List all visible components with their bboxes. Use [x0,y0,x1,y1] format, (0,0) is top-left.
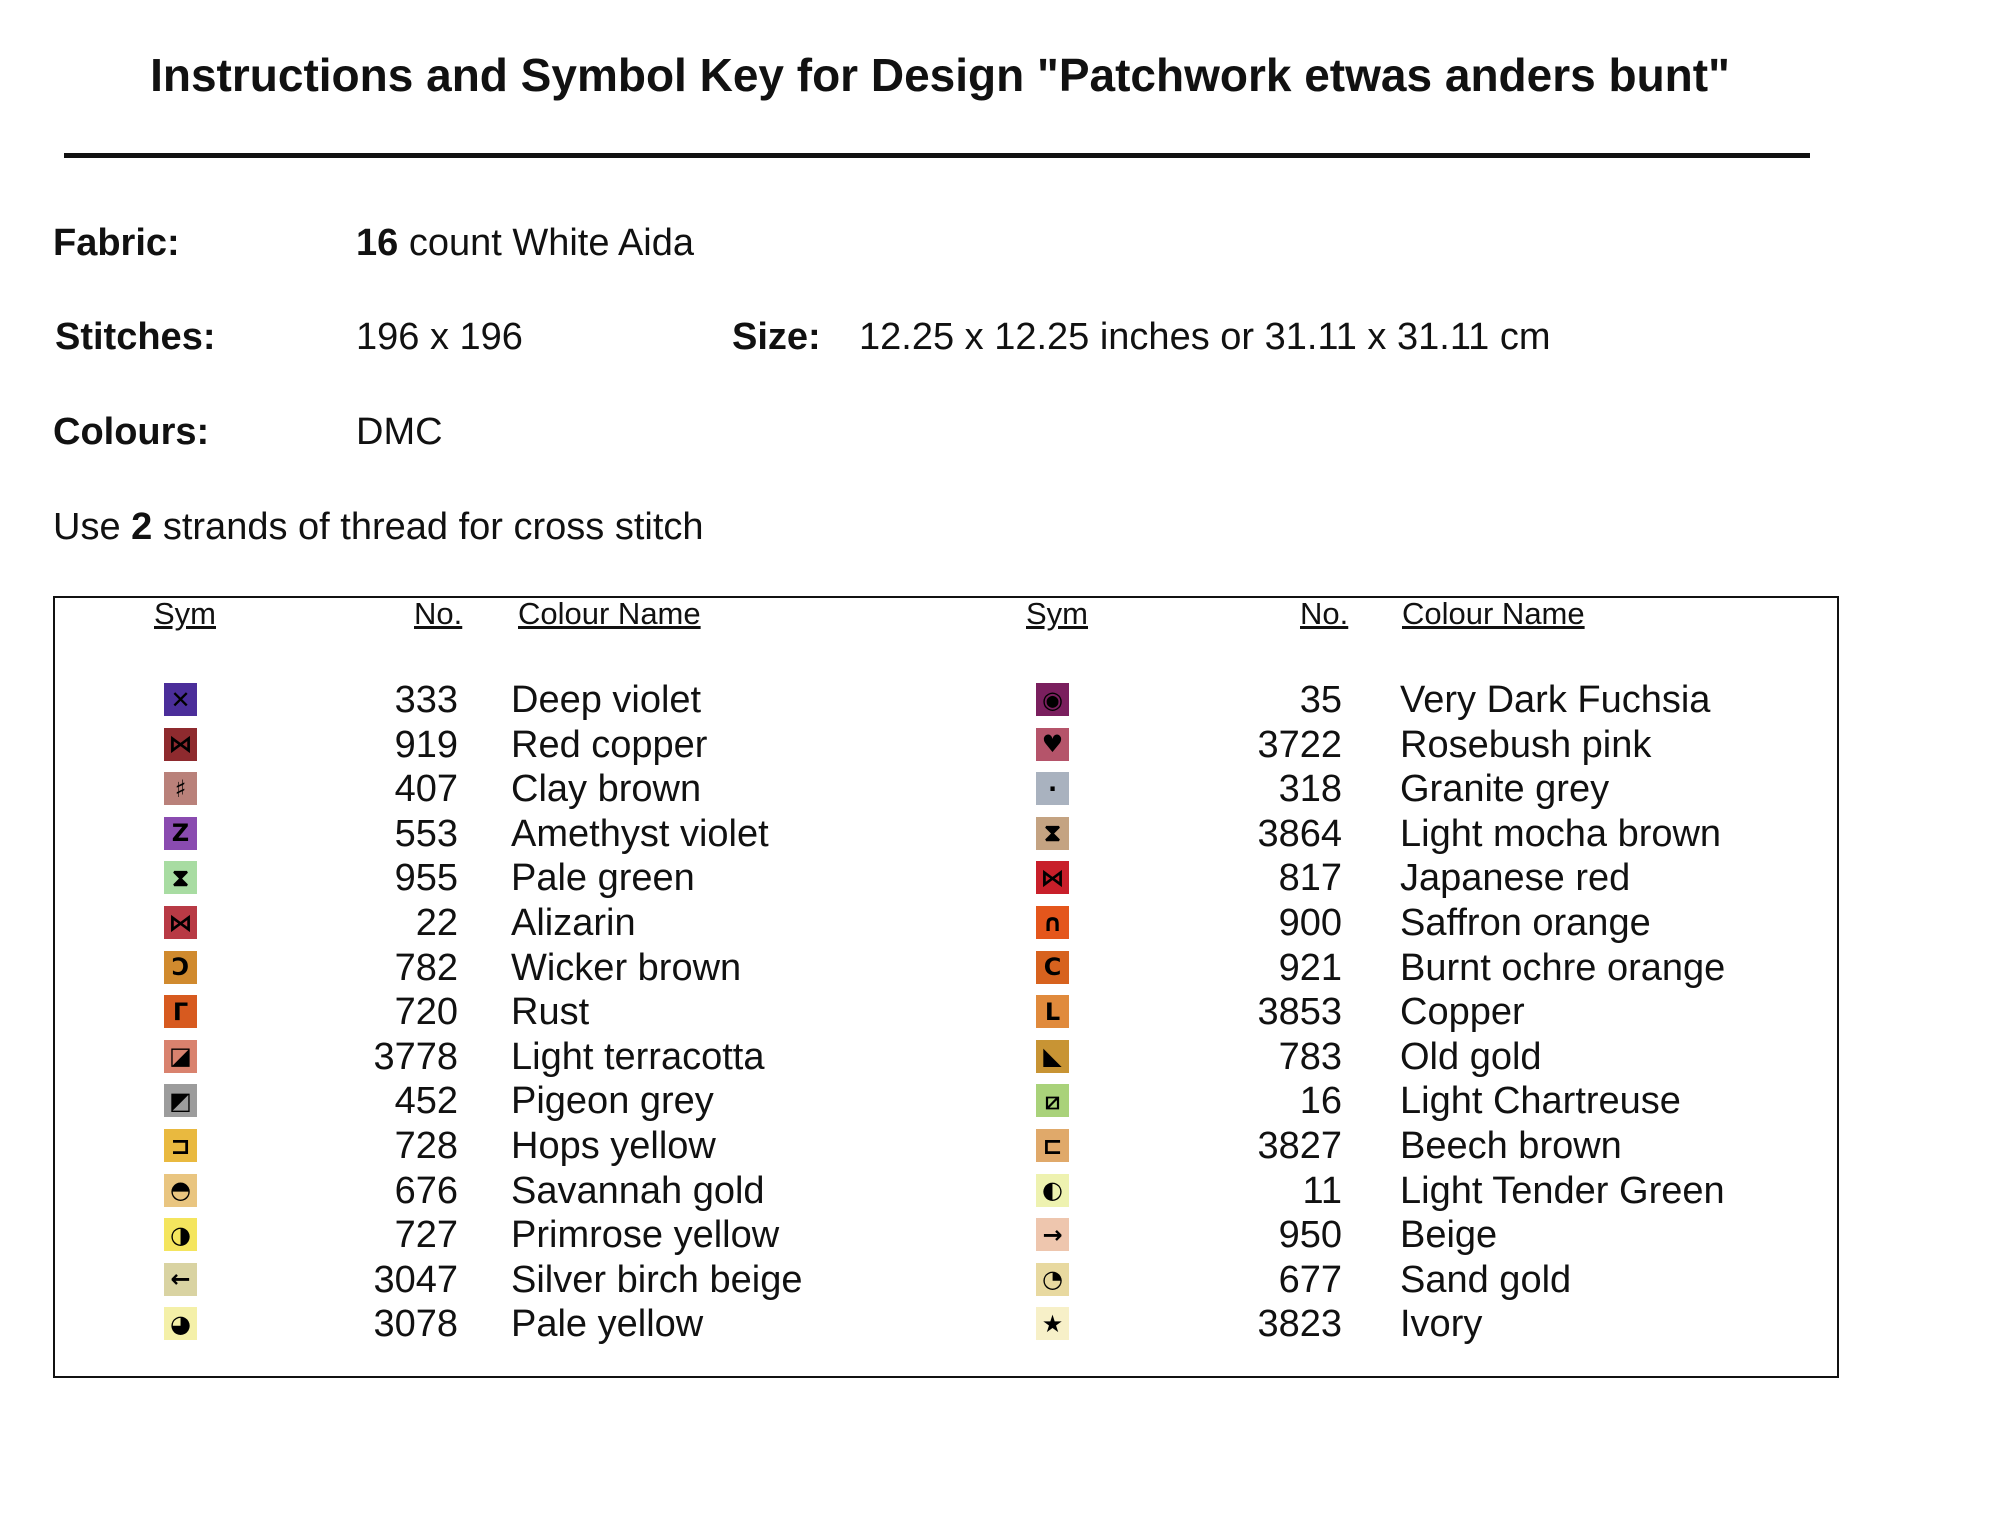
symbol-swatch-icon: ◑ [164,1218,197,1251]
stitches-label: Stitches: [55,316,216,358]
thread-number: 553 [394,812,458,855]
colour-name: Beech brown [1400,1125,1622,1167]
thread-number: 950 [1278,1214,1342,1257]
symbol-swatch-icon: ♯ [164,772,197,805]
title-divider [64,153,1810,158]
symbol-swatch-icon: ◩ [164,1084,197,1117]
colour-name: Pigeon grey [511,1080,714,1123]
thread-number: 3078 [373,1303,458,1346]
thread-number: 3827 [1257,1125,1342,1167]
size-value: 12.25 x 12.25 inches or 31.11 x 31.11 cm [859,316,1551,358]
thread-number: 919 [394,723,458,766]
colour-name: Primrose yellow [511,1214,780,1257]
colour-name: Japanese red [1400,857,1631,900]
colours-value: DMC [356,411,443,453]
thread-number: 921 [1278,946,1342,989]
colour-name: Amethyst violet [511,812,769,855]
header-no-right: No. [1300,596,1349,631]
header-name-left: Colour Name [518,596,701,631]
symbol-swatch-icon: ⋈ [1036,861,1069,894]
key-row-right [0,990,2000,1034]
colour-name: Light Chartreuse [1400,1080,1681,1123]
colour-name: Granite grey [1400,768,1610,811]
colour-name: Pale green [511,857,695,900]
thread-number: 11 [1302,1169,1342,1212]
colour-name: Beige [1400,1214,1498,1257]
colour-name: Light terracotta [511,1035,765,1078]
thread-number: 3778 [373,1035,458,1078]
thread-number: 22 [415,902,458,944]
fabric-rest: count White Aida [408,222,695,264]
thread-number: 3823 [1257,1303,1342,1346]
colour-name: Rosebush pink [1400,723,1652,766]
key-row-right [0,1258,2000,1302]
symbol-swatch-icon: L [1036,995,1069,1028]
symbol-swatch-icon: ◓ [164,1174,197,1207]
key-row-right [0,812,2000,856]
symbol-swatch-icon: ◐ [1036,1174,1069,1207]
symbol-swatch-icon: ★ [1036,1307,1069,1340]
thread-number: 3864 [1257,812,1342,855]
colour-name: Hops yellow [511,1125,716,1167]
thread-number: 3722 [1257,723,1342,766]
symbol-swatch-icon: ◔ [1036,1263,1069,1296]
key-row-right [0,1302,2000,1346]
symbol-swatch-icon: Γ [164,995,197,1028]
thread-number: 3853 [1257,991,1342,1034]
thread-number: 782 [394,946,458,989]
colour-name: Light Tender Green [1400,1169,1725,1212]
thread-number: 676 [394,1169,458,1212]
header-no-left: No. [414,596,463,631]
symbol-swatch-icon: ⋈ [164,728,197,761]
symbol-swatch-icon: Ↄ [164,951,197,984]
colours-label: Colours: [53,411,210,453]
thread-number: 817 [1278,857,1342,900]
key-row-right [0,901,2000,945]
symbol-swatch-icon: ◪ [164,1040,197,1073]
colour-name: Sand gold [1400,1258,1572,1301]
thread-number: 452 [394,1080,458,1123]
colour-name: Rust [511,991,590,1034]
header-sym-left: Sym [154,596,216,631]
colour-name: Pale yellow [511,1303,704,1346]
thread-number: 955 [394,857,458,900]
colour-name: Saffron orange [1400,902,1651,944]
key-row-right [0,946,2000,990]
stitches-value: 196 x 196 [356,316,523,358]
symbol-swatch-icon: ← [164,1263,197,1296]
strands-instruction [53,506,704,549]
thread-number: 677 [1278,1258,1342,1301]
key-row-right [0,1079,2000,1123]
key-row-right [0,1124,2000,1168]
symbol-swatch-icon: ⧗ [1036,817,1069,850]
strands-suffix: strands of thread for cross stitch [162,506,704,548]
colour-name: Wicker brown [511,946,742,989]
thread-number: 16 [1299,1080,1342,1123]
size-label: Size: [732,316,821,358]
colour-name: Old gold [1400,1035,1542,1078]
colour-name: Silver birch beige [511,1258,803,1301]
strands-prefix: Use [53,506,121,548]
key-row-right [0,678,2000,722]
symbol-swatch-icon: ✕ [164,683,197,716]
symbol-swatch-icon: ⧄ [1036,1084,1069,1117]
key-row-right [0,767,2000,811]
symbol-swatch-icon: ⧗ [164,861,197,894]
thread-number: 720 [394,991,458,1034]
thread-number: 727 [394,1214,458,1257]
symbol-swatch-icon: ♥ [1036,728,1069,761]
colour-name: Light mocha brown [1400,812,1722,855]
symbol-swatch-icon: ⋈ [164,906,197,939]
thread-number: 783 [1278,1035,1342,1078]
colour-name: Burnt ochre orange [1400,946,1726,989]
header-name-right: Colour Name [1402,596,1585,631]
colour-name: Deep violet [511,679,702,721]
key-row-right [0,723,2000,767]
page-title: Instructions and Symbol Key for Design "Patchwork etwas anders bunt" [150,49,1730,101]
symbol-swatch-icon: Z [164,817,197,850]
thread-number: 407 [394,768,458,811]
symbol-swatch-icon: ∩ [1036,906,1069,939]
symbol-swatch-icon: C [1036,951,1069,984]
fabric-value [356,222,694,265]
header-sym-right: Sym [1026,596,1088,631]
strands-count: 2 [131,506,153,548]
colour-name: Copper [1400,991,1525,1034]
symbol-swatch-icon: ◉ [1036,683,1069,716]
symbol-swatch-icon: · [1036,772,1069,805]
colour-name: Red copper [511,723,708,766]
fabric-label: Fabric: [53,222,180,264]
thread-number: 728 [394,1125,458,1167]
colour-name: Clay brown [511,768,702,811]
symbol-swatch-icon: → [1036,1218,1069,1251]
key-row-right [0,1213,2000,1257]
colour-name: Very Dark Fuchsia [1400,679,1711,721]
symbol-swatch-icon: ◕ [164,1307,197,1340]
thread-number: 900 [1278,902,1342,944]
thread-number: 3047 [373,1258,458,1301]
colour-name: Savannah gold [511,1169,765,1212]
thread-number: 318 [1278,768,1342,811]
symbol-swatch-icon: ⊐ [164,1129,197,1162]
thread-number: 35 [1299,679,1342,721]
fabric-count: 16 [356,222,399,264]
key-row-right [0,856,2000,900]
thread-number: 333 [394,679,458,721]
key-row-right [0,1169,2000,1213]
symbol-swatch-icon: ◣ [1036,1040,1069,1073]
key-row-right [0,1035,2000,1079]
symbol-swatch-icon: ⊏ [1036,1129,1069,1162]
colour-name: Alizarin [511,902,636,944]
colour-name: Ivory [1400,1303,1483,1346]
